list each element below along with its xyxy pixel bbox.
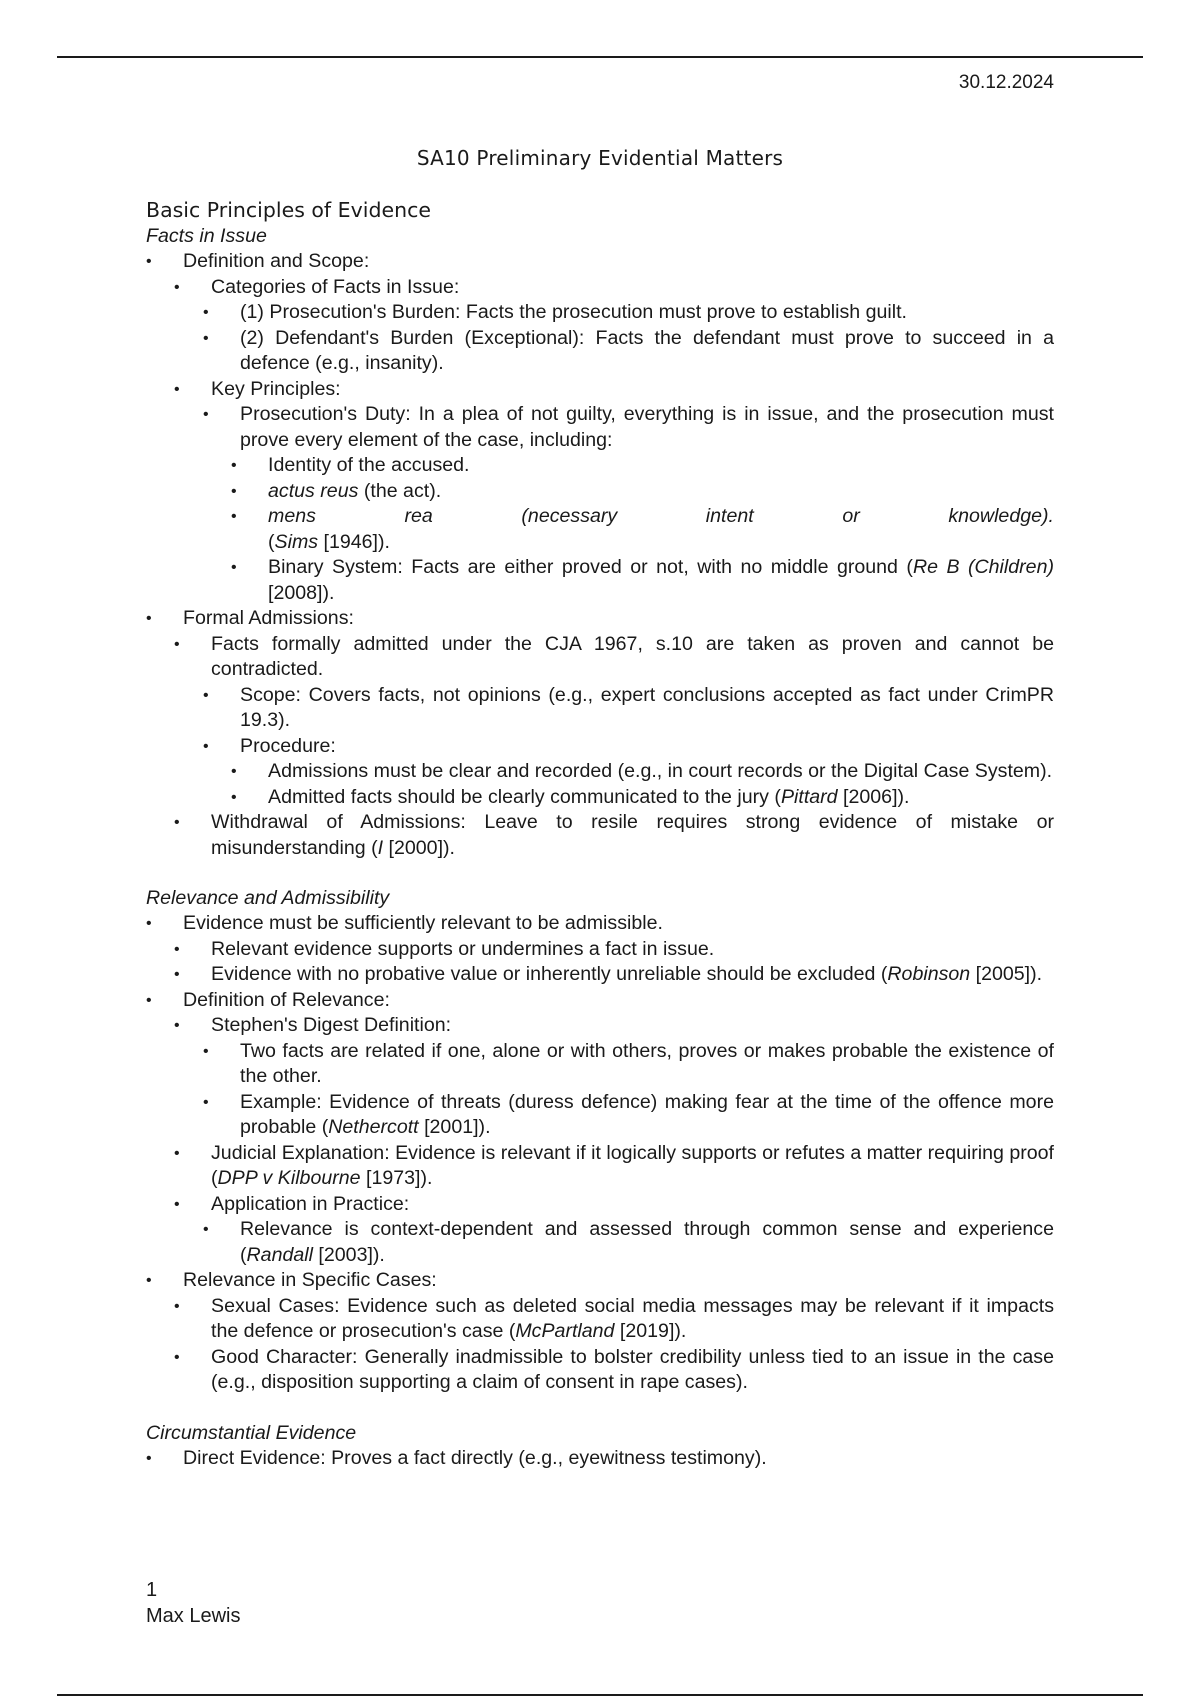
page-footer xyxy=(146,1577,240,1629)
text: Withdrawal of Admissions: Leave to resile requires strong evidence of mistake or misunderstanding ( xyxy=(211,811,1054,859)
text: [2001]). xyxy=(418,1116,491,1138)
header-rule xyxy=(57,56,1143,58)
text: Relevance is context-dependent and assessed through common sense and experience ( xyxy=(240,1218,1054,1266)
case-name: Re B (Children) xyxy=(912,556,1054,578)
list-item xyxy=(146,810,1054,861)
relevance-list xyxy=(146,911,1054,1396)
list-item: • Facts formally admitted under the CJA 1967, s.10 are taken as proven and cannot be contradicted. xyxy=(146,632,1054,683)
list-item: • Stephen's Digest Definition: xyxy=(146,1013,1054,1039)
text: [2003]). xyxy=(312,1243,385,1266)
list-item: • Definition of Relevance: xyxy=(146,988,1054,1014)
case-name: DPP v Kilbourne xyxy=(217,1167,361,1189)
list-item: • Application in Practice: xyxy=(146,1192,1054,1218)
case-name: Pittard xyxy=(780,785,838,808)
list-item: • Relevance in Specific Cases: xyxy=(146,1268,1054,1294)
text: Binary System: Facts are either proved or not, with no middle ground ( xyxy=(268,556,913,578)
text: Sexual Cases: Evidence such as deleted social media messages may be relevant if it impacts the defence or prosecution's case ( xyxy=(211,1294,1054,1342)
case-term: actus reus xyxy=(268,479,359,502)
list-item xyxy=(146,785,1054,811)
list-item: • Two facts are related if one, alone or with others, proves or makes probable the existence of the other. xyxy=(146,1039,1054,1090)
text: Evidence with no probative value or inherently unreliable should be excluded ( xyxy=(211,963,888,985)
list-item xyxy=(146,1141,1054,1192)
text: [2019]). xyxy=(614,1320,687,1342)
facts-in-issue-list xyxy=(146,249,1054,861)
list-item xyxy=(146,479,1054,505)
circumstantial-heading: Circumstantial Evidence xyxy=(146,1421,357,1444)
list-item xyxy=(146,1090,1054,1141)
list-item: • Relevant evidence supports or undermines a fact in issue. xyxy=(146,937,1054,963)
case-name: Sims xyxy=(274,530,319,553)
text: ( xyxy=(268,530,275,553)
list-item xyxy=(146,962,1054,988)
section-heading: Basic Principles of Evidence xyxy=(146,198,431,222)
text: [1973]). xyxy=(360,1167,433,1189)
mens-rea-line: mens rea (necessary intent or knowledge). xyxy=(268,505,1054,527)
author-name: Max Lewis xyxy=(146,1605,241,1627)
case-name: Randall xyxy=(246,1243,313,1266)
circumstantial-list xyxy=(146,1446,1054,1472)
page-title: SA10 Preliminary Evidential Matters xyxy=(416,146,784,170)
list-item xyxy=(146,1217,1054,1268)
document-body xyxy=(146,196,1054,1471)
text: Admitted facts should be clearly communicated to the jury ( xyxy=(268,785,781,808)
case-name: McPartland xyxy=(515,1320,615,1342)
list-item: • Formal Admissions: xyxy=(146,606,1054,632)
list-item: • Good Character: Generally inadmissible to bolster credibility unless tied to an issue in the case (e.g., disposition supporting a claim of consent in rape cases). xyxy=(146,1345,1054,1396)
list-item: • (2) Defendant's Burden (Exceptional): Facts the defendant must prove to succeed in a defence (e.g., insanity). xyxy=(146,326,1054,377)
list-item xyxy=(146,504,1054,530)
case-name: I xyxy=(377,836,384,859)
text: Judicial Explanation: Evidence is relevant if it logically supports or refutes a matter requiring proof ( xyxy=(211,1141,1054,1189)
relevance-heading: Relevance and Admissibility xyxy=(146,887,390,909)
list-item: • Key Principles: xyxy=(146,377,1054,403)
footer-rule xyxy=(57,1694,1143,1696)
case-name: Nethercott xyxy=(328,1116,419,1138)
list-item: • Categories of Facts in Issue: xyxy=(146,275,1054,301)
text: [2000]). xyxy=(383,836,455,859)
list-item-continuation xyxy=(146,530,1054,556)
list-item xyxy=(146,555,1054,606)
list-item: • Prosecution's Duty: In a plea of not guilty, everything is in issue, and the prosecution must prove every element of the case, including: xyxy=(146,402,1054,453)
list-item: • Procedure: xyxy=(146,734,1054,760)
text: (the act). xyxy=(358,479,442,502)
page-number: 1 xyxy=(146,1579,158,1601)
case-name: Robinson xyxy=(887,963,971,985)
document-date: 30.12.2024 xyxy=(958,72,1054,93)
list-item: • Evidence must be sufficiently relevant to be admissible. xyxy=(146,911,1054,937)
list-item xyxy=(146,1294,1054,1345)
list-item: • Scope: Covers facts, not opinions (e.g., expert conclusions accepted as fact under CrimPR 19.3). xyxy=(146,683,1054,734)
list-item: • Identity of the accused. xyxy=(146,453,1054,479)
text: Example: Evidence of threats (duress defence) making fear at the time of the offence more probable ( xyxy=(240,1090,1054,1138)
list-item: • Admissions must be clear and recorded (e.g., in court records or the Digital Case System). xyxy=(146,759,1054,785)
text: [2008]). xyxy=(268,581,335,604)
text: [1946]). xyxy=(318,530,390,553)
text: [2005]). xyxy=(970,963,1043,985)
text: [2006]). xyxy=(837,785,910,808)
facts-in-issue-heading: Facts in Issue xyxy=(146,225,267,247)
list-item: • Direct Evidence: Proves a fact directly (e.g., eyewitness testimony). xyxy=(146,1446,1054,1472)
list-item: • (1) Prosecution's Burden: Facts the prosecution must prove to establish guilt. xyxy=(146,300,1054,326)
list-item: • Definition and Scope: xyxy=(146,249,1054,275)
